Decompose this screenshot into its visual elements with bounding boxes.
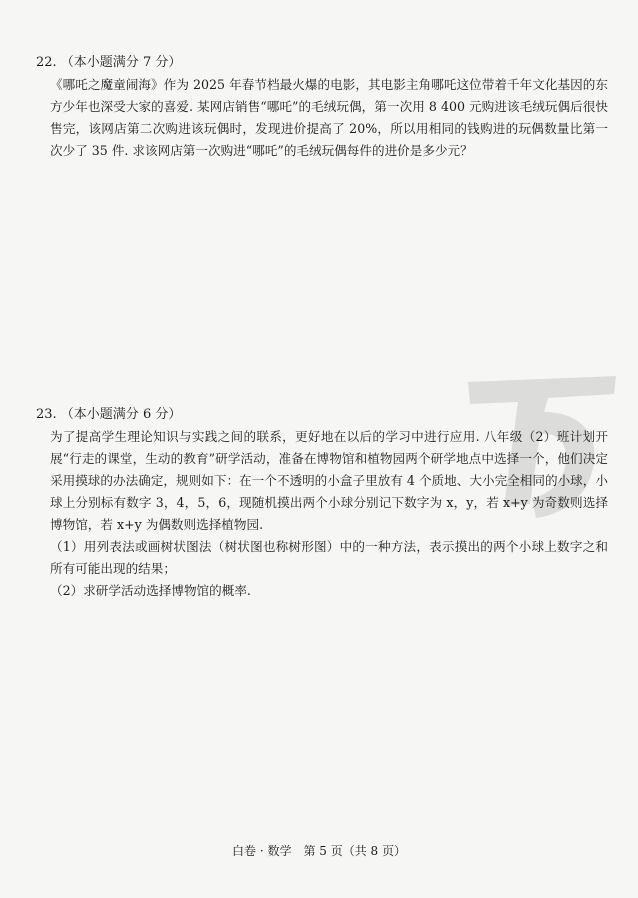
question-23 (36, 404, 608, 602)
question-23-body (50, 426, 608, 602)
question-22-header: 22. （本小题满分 7 分） (36, 55, 182, 70)
question-23-part-1: （1）用列表法或画树状图法（树状图也称树形图）中的一种方法，表示摸出的两个小球上数字之和所有可能出现的结果； (50, 539, 608, 576)
page-footer: 白卷 · 数学 第 5 页（共 8 页） (232, 844, 406, 858)
question-22-text: 《哪吒之魔童闹海》作为 2025 年春节档最火爆的电影，其电影主角哪吒这位带着千年文化基因的东方少年也深受大家的喜爱. 某网店销售“哪吒”的毛绒玩偶，第一次用 8 400 元购进该毛绒玩偶后很快售完，该网店第二次购进该玩偶时，发现进价提高了 20%，所以用相同的钱购进的玩偶数量比第一次少了 35 件. 求该网店第一次购进“哪吒”的毛绒玩偶每件的进价是多少元？ (50, 77, 608, 158)
question-22 (36, 52, 608, 162)
question-23-text: 为了提高学生理论知识与实践之间的联系，更好地在以后的学习中进行应用. 八年级（2）班计划开展“行走的课堂，生动的教育”研学活动，准备在博物馆和植物园两个研学地点中选择一个，他们决定采用摸球的办法确定，规则如下：在一个不透明的小盒子里放有 4 个质地、大小完全相同的小球，小球上分别标有数字 3，4，5，6，现随机摸出两个小球分别记下数字为 x，y，若 x+y 为奇数则选择博物馆，若 x+y 为偶数则选择植物园. (50, 429, 608, 532)
question-22-body (50, 74, 608, 162)
question-23-header: 23. （本小题满分 6 分） (36, 407, 182, 422)
question-23-part-2: （2）求研学活动选择博物馆的概率. (50, 583, 251, 598)
